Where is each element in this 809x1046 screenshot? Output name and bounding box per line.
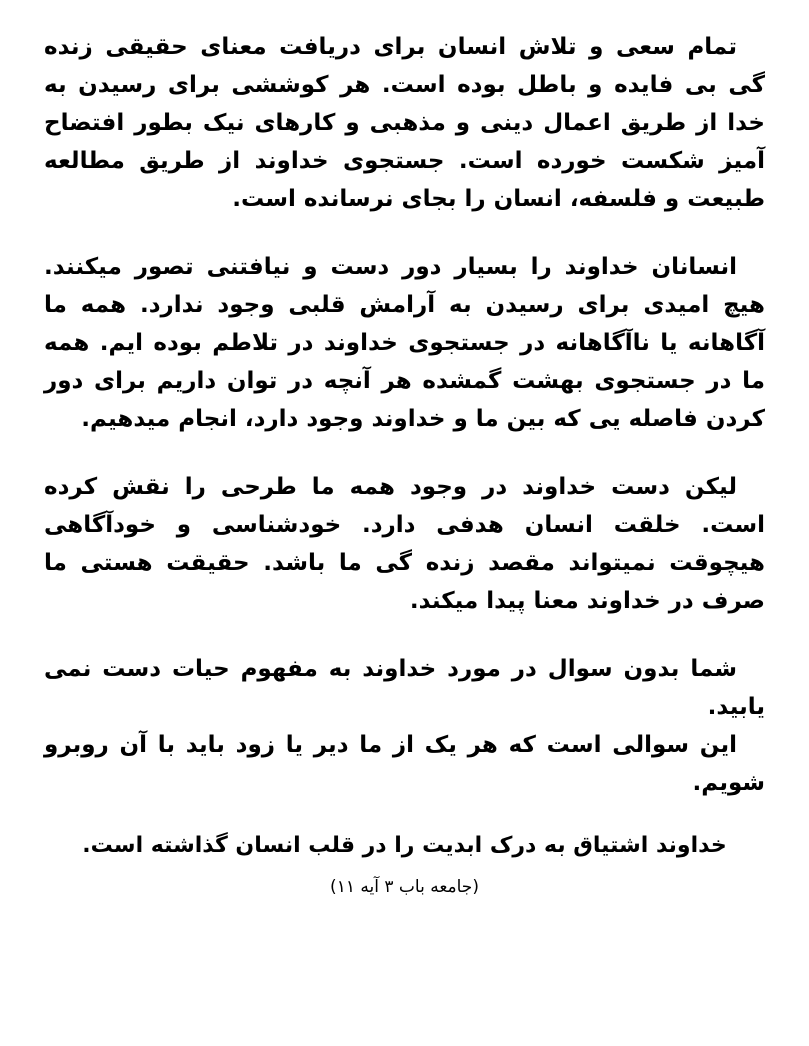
paragraph-2: انسانان خداوند را بسیار دور دست و نیافتنی تصور میکنند. هیچ امیدی برای رسیدن به آرامش قلبی وجود ندارد. همه ما آگاهانه یا ناآگاهانه در جستجوی خداوند در تلاطم بوده ایم. همه ما در جستجوی بهشت گمشده هر آنچه در توان داریم برای دور کردن فاصله یی که بین ما و خداوند وجود دارد، انجام میدهیم. — [44, 254, 765, 432]
paragraph-4: شما بدون سوال در مورد خداوند به مفهوم حیات دست نمی یابید. — [44, 656, 765, 720]
paragraph-3: لیکن دست خداوند در وجود همه ما طرحی را نقش کرده است. خلقت انسان هدفی دارد. خودشناسی و خودآگاهی هیچوقت نمیتواند مقصد زنده گی ما باشد. حقیقت هستی ما صرف در خداوند معنا پیدا میکند. — [44, 474, 765, 614]
paragraph-1: تمام سعی و تلاش انسان برای دریافت معنای حقیقی زنده گی بی فایده و باطل بوده است. هر کوششی برای رسیدن به خدا از طریق اعمال دینی و مذهبی و کارهای نیک بطور افتضاح آمیز شکست خورده است. جستجوی خداوند از طریق مطالعه طبیعت و فلسفه، انسان را بجای نرسانده است. — [44, 34, 765, 212]
paragraph-5: این سوالی است که هر یک از ما دیر یا زود باید با آن روبرو شویم. — [44, 732, 765, 796]
verse-citation: (جامعه باب ۳ آیه ۱۱) — [330, 877, 479, 897]
closing-verse: خداوند اشتیاق به درک ابدیت را در قلب انسان گذاشته است. — [82, 833, 727, 858]
